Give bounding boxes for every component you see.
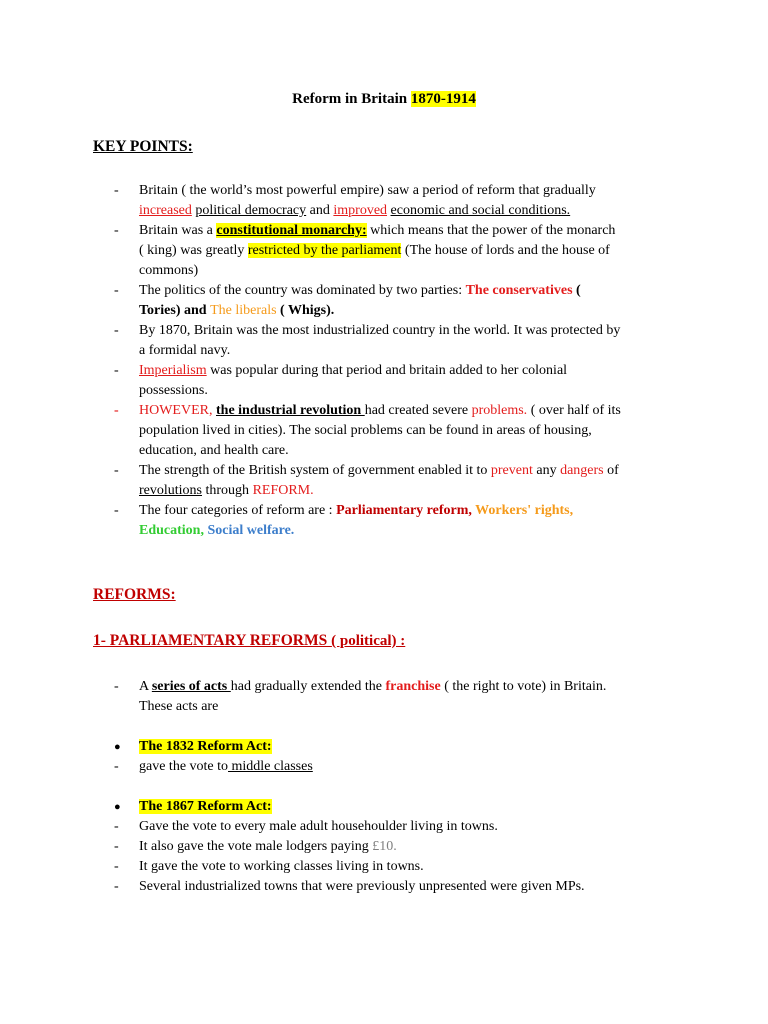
act-1832-section	[114, 737, 694, 777]
reforms-heading: REFORMS:	[93, 586, 176, 603]
list-item: - The strength of the British system of government enabled it to prevent any dangers of revolutions through REFORM.	[114, 463, 619, 498]
act-1832-title: ● The 1832 Reform Act:	[114, 739, 272, 754]
list-item: - The politics of the country was dominated by two parties: The conservatives ( Tories) and The liberals ( Whigs).	[114, 283, 581, 318]
title-years: 1870-1914	[410, 91, 476, 107]
list-item: - A series of acts had gradually extended the franchise ( the right to vote) in Britain. These acts are	[114, 679, 607, 714]
list-item: - Britain ( the world’s most powerful empire) saw a period of reform that gradually increased political democracy and improved economic and social conditions.	[114, 183, 596, 218]
list-item: - By 1870, Britain was the most industrialized country in the world. It was protected by a formidal navy.	[114, 323, 621, 358]
document-title	[0, 89, 768, 109]
list-item: - It also gave the vote male lodgers paying £10.	[114, 839, 397, 854]
list-item: - Several industrialized towns that were previously unpresented were given MPs.	[114, 879, 585, 894]
parliamentary-intro	[114, 677, 694, 717]
list-item: - Gave the vote to every male adult househoulder living in towns.	[114, 819, 498, 834]
act-1867-section	[114, 797, 694, 897]
title-text: Reform in Britain	[292, 91, 411, 107]
parliamentary-reforms-heading: 1- PARLIAMENTARY REFORMS ( political) :	[93, 632, 406, 649]
list-item: - The four categories of reform are : Parliamentary reform, Workers' rights, Education, Social welfare.	[114, 503, 574, 538]
list-item: - Imperialism was popular during that period and britain added to her colonial possessions.	[114, 363, 568, 398]
list-item: - HOWEVER, the industrial revolution had created severe problems. ( over half of its population lived in cities). The social problems can be found in areas of housing, education, and health care.	[114, 403, 621, 458]
key-points-heading: KEY POINTS:	[93, 138, 193, 155]
list-item: - gave the vote to middle classes	[114, 759, 313, 774]
key-points-list	[114, 181, 694, 541]
list-item: - It gave the vote to working classes living in towns.	[114, 859, 424, 874]
act-1867-title: ● The 1867 Reform Act:	[114, 799, 272, 814]
list-item: - Britain was a constitutional monarchy: which means that the power of the monarch ( king) was greatly restricted by the parliament (The house of lords and the house of commons)	[114, 223, 616, 278]
